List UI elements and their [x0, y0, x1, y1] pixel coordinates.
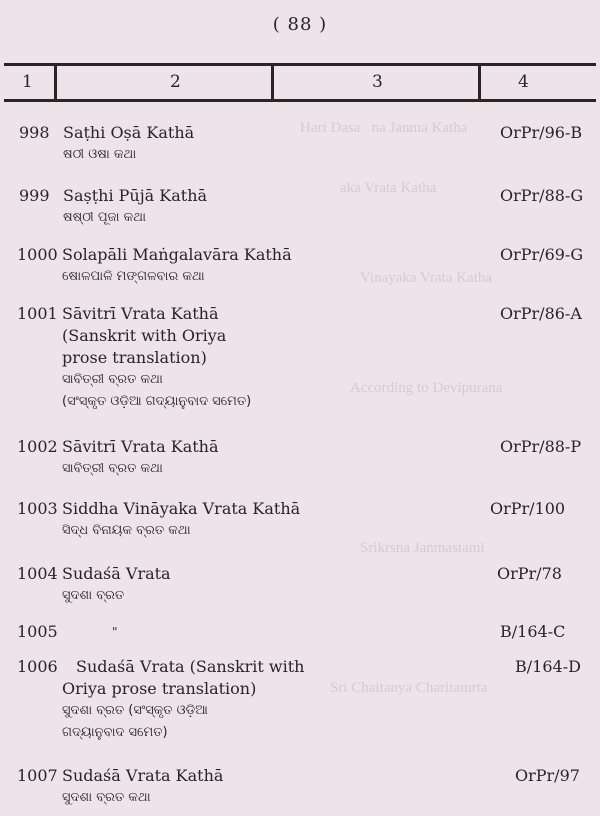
entry-number: 1005	[17, 622, 58, 641]
entry-number: 1004	[17, 564, 58, 583]
entry-oriya-title: ସାବିତ୍ରୀ ବ୍ରତ କଥା	[62, 372, 163, 387]
entry-number: 998	[19, 123, 50, 142]
column-separator	[54, 66, 57, 99]
entry-title: Siddha Vināyaka Vrata Kathā	[62, 499, 301, 518]
entry-reference: OrPr/97	[515, 766, 580, 785]
bleed-through-text: Vinayaka Vrata Katha	[360, 270, 493, 286]
ditto-mark: "	[112, 625, 118, 639]
entry-oriya-title: ଷୋଳପାଳି ମଙ୍ଗଳବାର କଥା	[62, 269, 205, 284]
table-top-rule	[4, 63, 596, 66]
entry-reference: OrPr/78	[497, 564, 562, 583]
entry-oriya-title: ଷଷ୍ଠୀ ପୂଜା କଥା	[63, 210, 146, 225]
entry-number: 1003	[17, 499, 58, 518]
entry-oriya-title: (ସଂସ୍କୃତ ଓଡ଼ିଆ ଗଦ୍ୟାନୁବାଦ ସମେତ)	[62, 394, 252, 409]
bleed-through-text: According to Devipurana	[350, 380, 503, 396]
entry-title: Sudaśā Vrata Kathā	[62, 766, 224, 785]
entry-title: Sudaśā Vrata	[62, 564, 171, 583]
column-header-4: 4	[518, 72, 529, 92]
entry-reference: OrPr/88-G	[500, 186, 584, 205]
entry-title: Sāvitrī Vrata Kathā	[62, 304, 219, 323]
entry-oriya-title: ସୁଦଶା ବ୍ରତ	[62, 588, 125, 603]
entry-title: prose translation)	[62, 348, 207, 367]
table-header-bottom-rule	[4, 99, 596, 102]
entry-number: 1001	[17, 304, 58, 323]
entry-number: 1007	[17, 766, 58, 785]
bleed-through-text: aka Vrata Katha	[340, 180, 437, 196]
entry-reference: OrPr/88-P	[500, 437, 582, 456]
entry-oriya-title: ସାବିତ୍ରୀ ବ୍ରତ କଥା	[62, 461, 163, 476]
entry-title: Solapāli Maṅgalavāra Kathā	[62, 245, 292, 264]
column-header-2: 2	[170, 72, 181, 92]
entry-reference: OrPr/69-G	[500, 245, 584, 264]
page-number: ( 88 )	[272, 14, 328, 35]
entry-reference: OrPr/86-A	[500, 304, 582, 323]
entry-oriya-title: ସୁଦଶା ବ୍ରତ କଥା	[62, 790, 151, 805]
bleed-through-text: Sri Chaitanya Charitamrta	[330, 680, 488, 696]
entry-number: 1000	[17, 245, 58, 264]
entry-reference: B/164-C	[500, 622, 566, 641]
entry-oriya-title: ଗଦ୍ୟାନୁବାଦ ସମେତ)	[62, 725, 168, 740]
entry-number: 1006	[17, 657, 58, 676]
entry-oriya-title: ସିଦ୍ଧ ବିନାୟକ ବ୍ରତ କଥା	[62, 523, 191, 538]
bleed-through-text: Hari Dasa na Janma Katha	[300, 120, 468, 136]
entry-title: Saṣṭhi Pūjā Kathā	[63, 186, 208, 205]
column-separator	[271, 66, 274, 99]
entry-oriya-title: ସୁଦଶା ବ୍ରତ (ସଂସ୍କୃତ ଓଡ଼ିଆ	[62, 703, 208, 718]
column-separator	[478, 66, 481, 99]
entry-reference: OrPr/100	[490, 499, 566, 518]
entry-reference: B/164-D	[515, 657, 581, 676]
column-header-3: 3	[372, 72, 383, 92]
entry-title: Sudaśā Vrata (Sanskrit with	[76, 657, 305, 676]
entry-title: Oriya prose translation)	[62, 679, 257, 698]
bleed-through-text: Srikrsna Janmastami	[360, 540, 485, 556]
entry-number: 999	[19, 186, 50, 205]
entry-title: Saṭhi Oṣā Kathā	[63, 123, 195, 142]
entry-oriya-title: ଷଠୀ ଓଷା କଥା	[63, 147, 137, 162]
entry-title: (Sanskrit with Oriya	[62, 326, 227, 345]
entry-reference: OrPr/96-B	[500, 123, 583, 142]
entry-title: Sāvitrī Vrata Kathā	[62, 437, 219, 456]
column-header-1: 1	[22, 72, 33, 92]
entry-number: 1002	[17, 437, 58, 456]
